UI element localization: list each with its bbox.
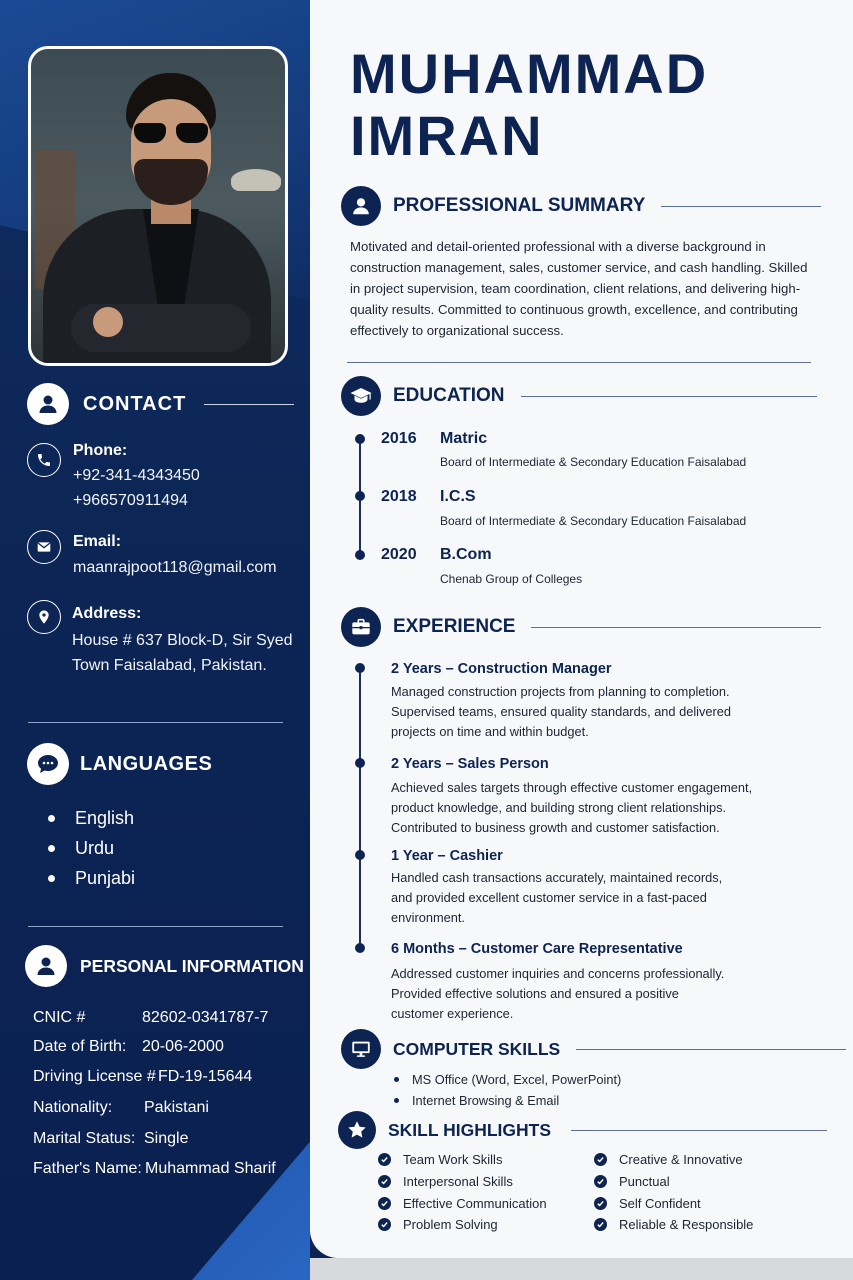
skill-label: Punctual	[619, 1174, 670, 1189]
address-line-1: House # 637 Block-D, Sir Syed	[72, 632, 293, 649]
summary-text: Motivated and detail-oriented professional with a diverse background in construction management, sales, customer service, and cash handling. Skilled in project supervision, team coordination, client relations, and delivering high-quality results. Committed to continuous growth, excellence, and contributing effectively to organizational success.	[350, 239, 808, 338]
languages-title: LANGUAGES	[80, 752, 213, 775]
phone-number-2[interactable]: +966570911494	[73, 492, 188, 509]
description-line: Provided effective solutions and ensured a positive	[391, 986, 679, 1001]
experience-description	[391, 964, 791, 1024]
sidebar-divider	[28, 722, 283, 723]
experience-heading-line	[531, 627, 821, 628]
list-item: MS Office (Word, Excel, PowerPoint)	[394, 1069, 621, 1090]
experience-description	[391, 778, 791, 838]
check-icon	[594, 1153, 607, 1166]
list-item: Urdu	[48, 833, 135, 863]
education-title: EDUCATION	[393, 385, 505, 406]
check-icon	[378, 1197, 391, 1210]
education-year: 2020	[381, 546, 417, 563]
education-degree: I.C.S	[440, 488, 476, 505]
timeline-dot	[355, 491, 365, 501]
personal-info-key: Date of Birth:	[33, 1038, 127, 1055]
education-heading-line	[521, 396, 817, 397]
experience-timeline	[359, 666, 361, 947]
personal-info-value: FD-19-15644	[158, 1068, 253, 1085]
personal-info-value: Muhammad Sharif	[145, 1160, 276, 1177]
skill-item	[378, 1174, 513, 1189]
contact-title: CONTACT	[83, 392, 187, 415]
timeline-dot	[355, 550, 365, 560]
description-line: Managed construction projects from planning to completion.	[391, 684, 730, 699]
education-institution: Board of Intermediate & Secondary Education Faisalabad	[440, 514, 747, 528]
skill-highlights-heading-line	[571, 1130, 827, 1131]
contact-heading	[27, 383, 294, 425]
personal-info-row	[33, 1160, 276, 1178]
user-icon	[341, 186, 381, 226]
skill-item	[594, 1152, 743, 1167]
computer-skills-title: COMPUTER SKILLS	[393, 1038, 561, 1059]
personal-info-row	[33, 1130, 188, 1148]
skill-highlights-title: SKILL HIGHLIGHTS	[388, 1119, 552, 1140]
education-heading	[341, 376, 817, 416]
sidebar-divider	[28, 926, 283, 927]
description-line: environment.	[391, 910, 465, 925]
skill-item	[378, 1196, 547, 1211]
timeline-dot	[355, 434, 365, 444]
main-panel	[310, 0, 853, 1258]
personal-info-key: Father's Name:	[33, 1160, 142, 1177]
timeline-dot	[355, 663, 365, 673]
chat-icon	[27, 743, 69, 785]
education-institution: Board of Intermediate & Secondary Education Faisalabad	[440, 455, 747, 469]
computer-skills-heading-line	[576, 1049, 846, 1050]
personal-info-row	[33, 1068, 252, 1086]
personal-info-title: PERSONAL INFORMATION	[80, 955, 304, 976]
email-label: Email:	[73, 533, 122, 550]
skill-item	[378, 1217, 498, 1232]
name-first: MUHAMMAD	[350, 42, 709, 105]
check-icon	[594, 1197, 607, 1210]
mail-icon	[27, 530, 61, 564]
description-line: Addressed customer inquiries and concerns professionally.	[391, 966, 725, 981]
personal-info-value: Pakistani	[144, 1099, 209, 1116]
skill-label: Creative & Innovative	[619, 1152, 743, 1167]
timeline-dot	[355, 758, 365, 768]
summary-title: PROFESSIONAL SUMMARY	[393, 195, 646, 216]
skill-highlights-heading	[338, 1111, 827, 1149]
sidebar	[0, 0, 310, 1280]
languages-heading	[27, 743, 212, 785]
description-line: customer experience.	[391, 1006, 514, 1021]
user-icon	[27, 383, 69, 425]
personal-info-key: Nationality:	[33, 1099, 113, 1116]
personal-info-key: CNIC #	[33, 1009, 86, 1026]
list-item: Internet Browsing & Email	[394, 1090, 621, 1111]
description-line: Supervised teams, ensured quality standards, and delivered	[391, 704, 732, 719]
computer-skills-list	[394, 1069, 621, 1111]
personal-info-row	[33, 1009, 268, 1027]
experience-role: 2 Years – Sales Person	[391, 756, 549, 772]
experience-description	[391, 682, 791, 742]
contact-heading-line	[204, 404, 294, 405]
education-degree: B.Com	[440, 546, 492, 563]
personal-info-value: Single	[144, 1130, 189, 1147]
list-item: Punjabi	[48, 863, 135, 893]
education-year: 2018	[381, 488, 417, 505]
bottom-band	[310, 1258, 853, 1280]
skill-item	[378, 1152, 502, 1167]
experience-role: 1 Year – Cashier	[391, 848, 503, 864]
check-icon	[594, 1218, 607, 1231]
experience-heading	[341, 607, 821, 647]
skill-item	[594, 1174, 670, 1189]
description-line: Achieved sales targets through effective customer engagement,	[391, 780, 753, 795]
skill-label: Effective Communication	[403, 1196, 547, 1211]
profile-photo	[28, 46, 288, 366]
description-line: projects on time and within budget.	[391, 724, 589, 739]
skill-label: Problem Solving	[403, 1217, 498, 1232]
list-item: English	[48, 803, 135, 833]
description-line: and provided excellent customer service in a fast-paced	[391, 890, 707, 905]
star-icon	[338, 1111, 376, 1149]
phone-icon	[27, 443, 61, 477]
skill-label: Interpersonal Skills	[403, 1174, 513, 1189]
check-icon	[594, 1175, 607, 1188]
personal-info-row	[33, 1038, 224, 1056]
user-icon	[25, 945, 67, 987]
name-last: IMRAN	[350, 104, 544, 167]
phone-number-1[interactable]: +92-341-4343450	[73, 467, 200, 484]
languages-list	[48, 803, 135, 893]
skill-item	[594, 1217, 753, 1232]
skill-label: Reliable & Responsible	[619, 1217, 754, 1232]
monitor-icon	[341, 1029, 381, 1069]
description-line: Contributed to business growth and customer satisfaction.	[391, 820, 720, 835]
email-address[interactable]: maanrajpoot118@gmail.com	[73, 559, 277, 576]
description-line: product knowledge, and building strong client relationships.	[391, 800, 727, 815]
graduation-cap-icon	[341, 376, 381, 416]
experience-title: EXPERIENCE	[393, 616, 516, 637]
computer-skills-heading	[341, 1029, 846, 1069]
education-institution: Chenab Group of Colleges	[440, 572, 583, 586]
phone-label: Phone:	[73, 442, 128, 459]
personal-info-row	[33, 1099, 209, 1117]
address-line-2: Town Faisalabad, Pakistan.	[72, 657, 267, 674]
timeline-dot	[355, 850, 365, 860]
education-degree: Matric	[440, 430, 488, 447]
experience-description	[391, 868, 791, 928]
summary-heading-line	[661, 206, 821, 207]
address-label: Address:	[72, 605, 142, 622]
check-icon	[378, 1153, 391, 1166]
personal-info-key: Marital Status:	[33, 1130, 136, 1147]
education-year: 2016	[381, 430, 417, 447]
location-icon	[27, 600, 61, 634]
briefcase-icon	[341, 607, 381, 647]
summary-heading	[341, 186, 821, 226]
personal-info-value: 82602-0341787-7	[142, 1009, 269, 1026]
check-icon	[378, 1175, 391, 1188]
experience-role: 2 Years – Construction Manager	[391, 661, 612, 677]
personal-info-heading	[25, 945, 304, 987]
timeline-dot	[355, 943, 365, 953]
personal-info-value: 20-06-2000	[142, 1038, 224, 1055]
personal-info-key: Driving License #	[33, 1068, 156, 1085]
sidebar-bottom-accent	[0, 1130, 310, 1280]
skill-item	[594, 1196, 701, 1211]
description-line: Handled cash transactions accurately, maintained records,	[391, 870, 723, 885]
check-icon	[378, 1218, 391, 1231]
skill-label: Team Work Skills	[403, 1152, 503, 1167]
section-divider	[347, 362, 811, 363]
experience-role: 6 Months – Customer Care Representative	[391, 941, 683, 957]
skill-label: Self Confident	[619, 1196, 701, 1211]
